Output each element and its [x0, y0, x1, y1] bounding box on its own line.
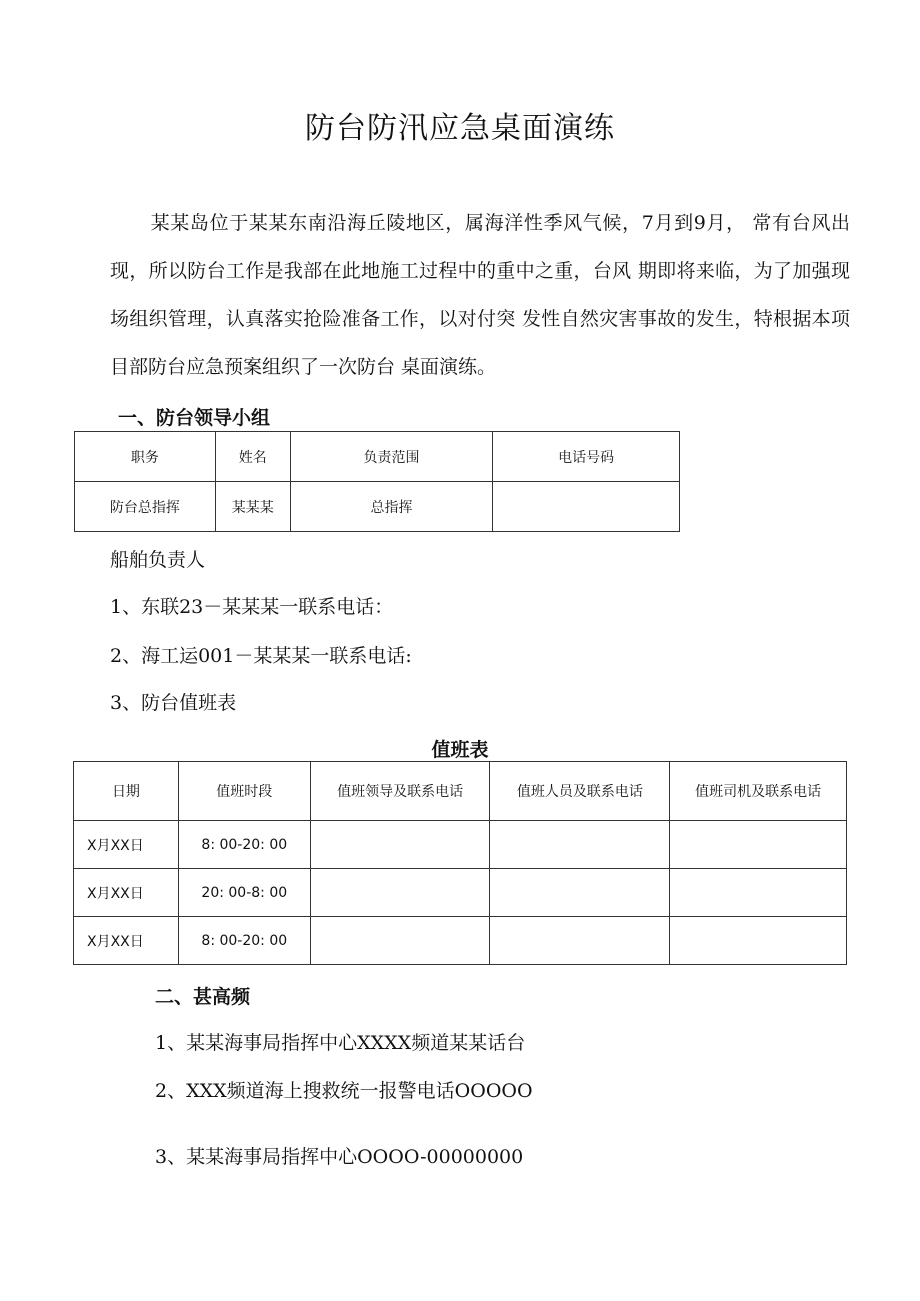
table-header-row	[74, 762, 847, 821]
list-item: 3、某某海事局指挥中心OOOO-00000000	[155, 1146, 524, 1168]
date-cell: X月XX日	[74, 917, 179, 965]
section1-heading: 一、防台领导小组	[118, 407, 271, 429]
header-cell: 负责范围	[290, 432, 493, 482]
header-cell: 值班时段	[178, 762, 310, 821]
table-cell	[310, 821, 490, 869]
header-cell: 值班司机及联系电话	[670, 762, 847, 821]
section2-heading: 二、甚高频	[155, 986, 251, 1008]
leadership-table	[74, 431, 680, 532]
table-cell	[490, 869, 670, 917]
duty-table-caption: 值班表	[431, 739, 489, 761]
table-header-row	[75, 432, 680, 482]
table-cell	[490, 917, 670, 965]
table-cell: 某某某	[215, 482, 290, 532]
table-row	[74, 917, 847, 965]
intro-paragraph	[110, 199, 850, 391]
duty-table	[73, 761, 847, 965]
table-cell: 防台总指挥	[75, 482, 216, 532]
table-row	[74, 869, 847, 917]
header-cell: 值班领导及联系电话	[310, 762, 490, 821]
list-item: 1、东联23－某某某一联系电话：	[110, 596, 394, 618]
table-row	[75, 482, 680, 532]
time-cell: 8: 00-20: 00	[178, 821, 310, 869]
table-cell	[493, 482, 680, 532]
ship-label: 船舶负责人	[110, 549, 206, 571]
list-item: 1、某某海事局指挥中心XXXX频道某某话台	[155, 1032, 526, 1054]
list-item: 2、海工运001－某某某一联系电话:	[110, 645, 412, 667]
list-item: 3、防台值班表	[110, 692, 237, 714]
intro-text: 某某岛位于某某东南沿海丘陵地区，属海洋性季风气候，7月到9月， 常有台风出现，所以防台工作是我部在此地施工过程中的重中之重，台风 期即将来临，为了加强现场组织管理，认真落实抢险准备工作，以对付突 发性自然灾害事故的发生，特根据本项目部防台应急预案组织了一次防台 桌面演练。	[110, 212, 850, 378]
table-cell	[670, 917, 847, 965]
table-cell	[670, 821, 847, 869]
page-title: 防台防汛应急桌面演练	[305, 111, 615, 146]
header-cell: 值班人员及联系电话	[490, 762, 670, 821]
header-cell: 职务	[75, 432, 216, 482]
list-item: 2、XXX频道海上搜救统一报警电话OOOOO	[155, 1080, 533, 1102]
time-cell: 8: 00-20: 00	[178, 917, 310, 965]
date-cell: X月XX日	[74, 869, 179, 917]
time-cell: 20: 00-8: 00	[178, 869, 310, 917]
header-cell: 日期	[74, 762, 179, 821]
table-cell	[310, 869, 490, 917]
header-cell: 姓名	[215, 432, 290, 482]
table-cell	[490, 821, 670, 869]
date-cell: X月XX日	[74, 821, 179, 869]
table-cell: 总指挥	[290, 482, 493, 532]
table-row	[74, 821, 847, 869]
table-cell	[310, 917, 490, 965]
table-cell	[670, 869, 847, 917]
header-cell: 电话号码	[493, 432, 680, 482]
